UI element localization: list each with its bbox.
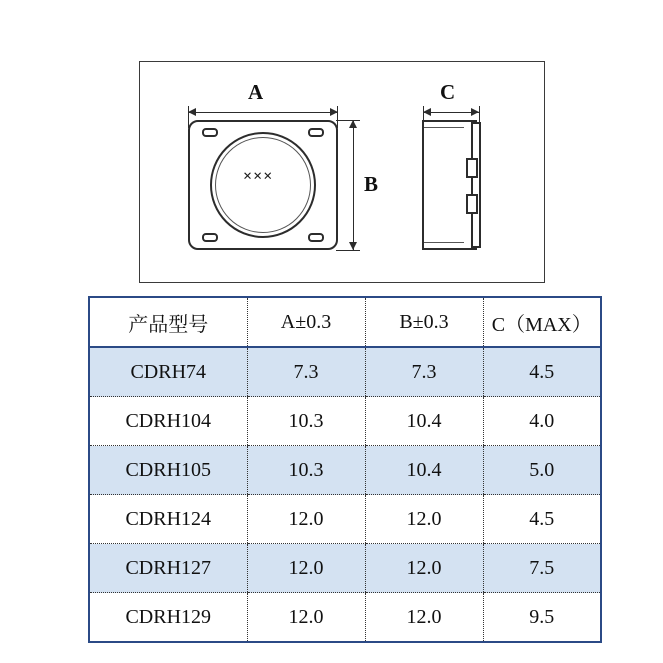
corner-notch-bottom-left: [202, 233, 218, 242]
dimension-a-line: [188, 112, 338, 113]
cell-b: 10.4: [365, 446, 483, 495]
column-header-a: A±0.3: [247, 297, 365, 347]
table-header-row: [89, 297, 601, 347]
side-view: [422, 120, 484, 250]
cell-model: CDRH127: [89, 544, 247, 593]
dimension-a-label: A: [248, 80, 264, 104]
cell-c: 5.0: [483, 446, 601, 495]
table-row: [89, 544, 601, 593]
cell-c: 4.0: [483, 397, 601, 446]
cell-a: 7.3: [247, 347, 365, 397]
cell-b: 12.0: [365, 593, 483, 643]
dimension-b-arrow-bottom: [349, 242, 357, 250]
corner-notch-top-left: [202, 128, 218, 137]
cell-b: 10.4: [365, 397, 483, 446]
cell-model: CDRH104: [89, 397, 247, 446]
cell-model: CDRH105: [89, 446, 247, 495]
cell-b: 12.0: [365, 544, 483, 593]
cell-a: 10.3: [247, 397, 365, 446]
column-header-c: C（MAX）: [483, 297, 601, 347]
cell-model: CDRH74: [89, 347, 247, 397]
dimension-c-arrow-right: [471, 108, 479, 116]
side-view-terminal-tab-upper: [466, 158, 478, 178]
cell-a: 12.0: [247, 593, 365, 643]
dimension-table: [88, 296, 602, 643]
table-row: [89, 593, 601, 643]
cell-a: 12.0: [247, 544, 365, 593]
package-drawing-panel: [139, 61, 545, 283]
dimension-c-label: C: [440, 80, 456, 104]
cell-a: 10.3: [247, 446, 365, 495]
cell-a: 12.0: [247, 495, 365, 544]
side-view-top-edge: [424, 122, 464, 128]
table-row: [89, 446, 601, 495]
side-view-bottom-edge: [424, 242, 464, 248]
cell-c: 4.5: [483, 495, 601, 544]
column-header-b: B±0.3: [365, 297, 483, 347]
part-marking-text: ×××: [243, 168, 274, 185]
table-row: [89, 495, 601, 544]
cell-b: 7.3: [365, 347, 483, 397]
dimension-b-arrow-top: [349, 120, 357, 128]
cell-c: 9.5: [483, 593, 601, 643]
corner-notch-top-right: [308, 128, 324, 137]
dimension-a-arrow-left: [188, 108, 196, 116]
column-header-model: 产品型号: [89, 297, 247, 347]
cell-model: CDRH129: [89, 593, 247, 643]
cell-model: CDRH124: [89, 495, 247, 544]
top-view: [188, 120, 338, 250]
dimension-b-label: B: [364, 172, 379, 196]
side-view-terminal-strip: [471, 122, 481, 248]
dimension-b-line: [353, 120, 354, 250]
side-view-terminal-tab-lower: [466, 194, 478, 214]
cell-b: 12.0: [365, 495, 483, 544]
dimension-c-arrow-left: [423, 108, 431, 116]
cell-c: 7.5: [483, 544, 601, 593]
dimension-b-extension-bottom: [336, 250, 360, 251]
cell-c: 4.5: [483, 347, 601, 397]
side-view-body: [422, 120, 477, 250]
corner-notch-bottom-right: [308, 233, 324, 242]
table-row: [89, 397, 601, 446]
dimension-a-arrow-right: [330, 108, 338, 116]
table-row: [89, 347, 601, 397]
